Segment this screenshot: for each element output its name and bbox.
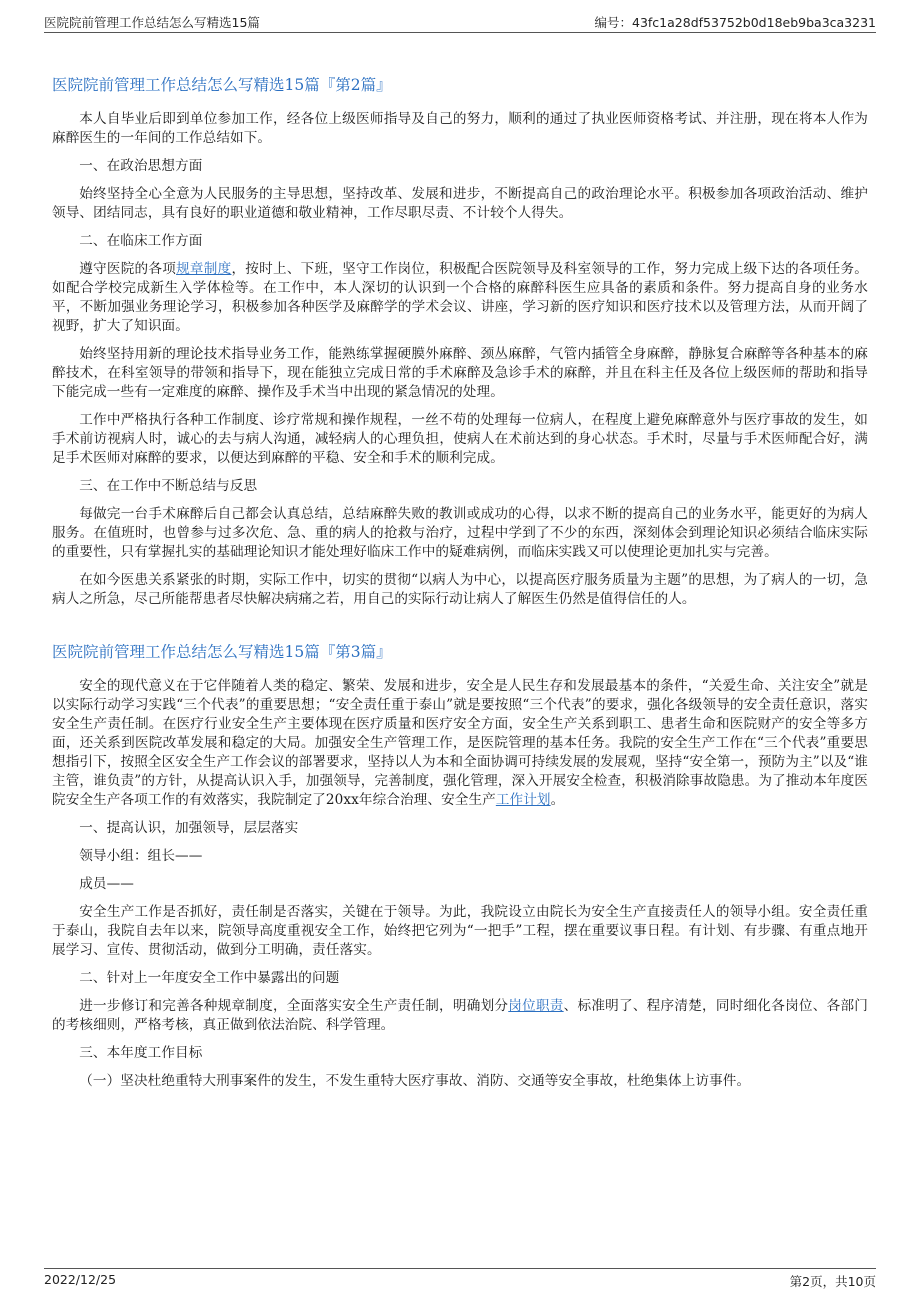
page-footer (44, 1268, 876, 1289)
paragraph: 本人自毕业后即到单位参加工作，经各位上级医师指导及自己的努力，顺利的通过了执业医师资格考试、并注册，现在将本人作为麻醉医生的一年间的工作总结如下。 (52, 111, 868, 146)
paragraph: 遵守医院的各项规章制度，按时上、下班，坚守工作岗位，积极配合医院领导及科室领导的工作，努力完成上级下达的各项任务。如配合学校完成新生入学体检等。在工作中，本人深切的认识到一个合格的麻醉科医生应具备的素质和条件。努力提高自身的业务水平，不断加强业务理论学习，积极参加各种医学及麻醉学的学术会议、讲座，学习新的医疗知识和医疗技术以及管理方法，从而开阔了视野，扩大了知识面。 (52, 261, 868, 334)
section-title-3: 医院院前管理工作总结怎么写精选15篇『第3篇』 (52, 643, 392, 661)
link-rules[interactable]: 规章制度 (176, 261, 232, 277)
subheading: 一、在政治思想方面 (79, 158, 203, 174)
paragraph: 始终坚持用新的理论技术指导业务工作，能熟练掌握硬膜外麻醉、颈丛麻醉，气管内插管全身麻醉，静脉复合麻醉等各种基本的麻醉技术，在科室领导的带领和指导下，现在能独立完成日常的手术麻醉及急诊手术的麻醉，并且在科主任及各位上级医师的帮助和指导下能完成一些有一定难度的麻醉、操作及手术当中出现的紧急情况的处理。 (52, 346, 868, 400)
link-work-plan[interactable]: 工作计划 (495, 792, 551, 808)
page-header (44, 12, 876, 33)
link-job-duties[interactable]: 岗位职责 (508, 998, 564, 1014)
subheading: 三、在工作中不断总结与反思 (79, 478, 258, 494)
document-body (52, 72, 868, 1100)
paragraph: （一）坚决杜绝重特大刑事案件的发生，不发生重特大医疗事故、消防、交通等安全事故，杜绝集体上访事件。 (79, 1073, 751, 1089)
subheading: 二、在临床工作方面 (79, 233, 203, 249)
paragraph: 在如今医患关系紧张的时期，实际工作中，切实的贯彻“以病人为中心，以提高医疗服务质量为主题”的思想，为了病人的一切，急病人之所急，尽己所能帮患者尽快解决病痛之若，用自己的实际行动让病人了解医生仍然是值得信任的人。 (52, 572, 868, 607)
paragraph: 工作中严格执行各种工作制度、诊疗常规和操作规程，一丝不苟的处理每一位病人，在程度上避免麻醉意外与医疗事故的发生，如手术前访视病人时，诚心的去与病人沟通，减轻病人的心理负担，使病人在术前达到的身心状态。手术时，尽量与手术医师配合好，满足手术医师对麻醉的要求，以便达到麻醉的平稳、安全和手术的顺利完成。 (52, 412, 868, 466)
header-doc-title: 医院院前管理工作总结怎么写精选15篇 (44, 15, 260, 30)
paragraph: 始终坚持全心全意为人民服务的主导思想，坚持改革、发展和进步，不断提高自己的政治理论水平。积极参加各项政治活动、维护领导、团结同志，具有良好的职业道德和敬业精神，工作尽职尽责、不计较个人得失。 (52, 186, 868, 221)
subheading: 二、针对上一年度安全工作中暴露出的问题 (79, 970, 340, 986)
paragraph: 安全的现代意义在于它伴随着人类的稳定、繁荣、发展和进步，安全是人民生存和发展最基本的条件，“关爱生命、关注安全”就是以实际行动学习实践“三个代表”的重要思想；“安全责任重于泰山”就是要按照“三个代表”的要求，强化各级领导的安全责任意识，落实安全生产责任制。在医疗行业安全生产主要体现在医疗质量和医疗安全方面，安全生产关系到职工、患者生命和医院财产的安全等多方面，还关系到医院改革发展和稳定的大局。加强安全生产管理工作，是医院管理的基本任务。我院的安全生产工作在“三个代表”重要思想指引下，按照全区安全生产工作会议的部署要求，坚持以人为本和全面协调可持续发展的发展观，坚持“安全第一，预防为主”以及“谁主管，谁负责”的方针，从提高认识入手，加强领导，完善制度，强化管理，深入开展安全检查，积极消除事故隐患。为了推动本年度医院安全生产各项工作的有效落实，我院制定了20xx年综合治理、安全生产工作计划。 (52, 678, 868, 808)
subheading: 一、提高认识，加强领导，层层落实 (79, 820, 299, 836)
paragraph: 成员—— (79, 876, 134, 892)
header-doc-id: 编号：43fc1a28df53752b0d18eb9ba3ca3231 (594, 15, 876, 30)
paragraph: 每做完一台手术麻醉后自己都会认真总结，总结麻醉失败的教训或成功的心得，以求不断的提高自己的业务水平，能更好的为病人服务。在值班时，也曾参与过多次危、急、重的病人的抢救与治疗，过程中学到了不少的东西，深刻体会到理论知识必须结合临床实际的重要性，只有掌握扎实的基础理论知识才能处理好临床工作中的疑难病例，而临床实践又可以使理论更加扎实与完善。 (52, 506, 868, 560)
subheading: 三、本年度工作目标 (79, 1045, 203, 1061)
footer-page-number: 第2页，共10页 (789, 1274, 876, 1289)
footer-date: 2022/12/25 (44, 1272, 117, 1287)
paragraph: 领导小组：组长—— (79, 848, 203, 864)
paragraph: 进一步修订和完善各种规章制度，全面落实安全生产责任制，明确划分岗位职责、标准明了、程序清楚，同时细化各岗位、各部门的考核细则，严格考核，真正做到依法治院、科学管理。 (52, 998, 868, 1033)
paragraph: 安全生产工作是否抓好，责任制是否落实，关键在于领导。为此，我院设立由院长为安全生产直接责任人的领导小组。安全责任重于泰山，我院自去年以来，院领导高度重视安全工作，始终把它列为“一把手”工程，摆在重要议事日程。有计划、有步骤、有重点地开展学习、宣传、贯彻活动，做到分工明确，责任落实。 (52, 904, 868, 958)
section-title-2: 医院院前管理工作总结怎么写精选15篇『第2篇』 (52, 76, 392, 94)
